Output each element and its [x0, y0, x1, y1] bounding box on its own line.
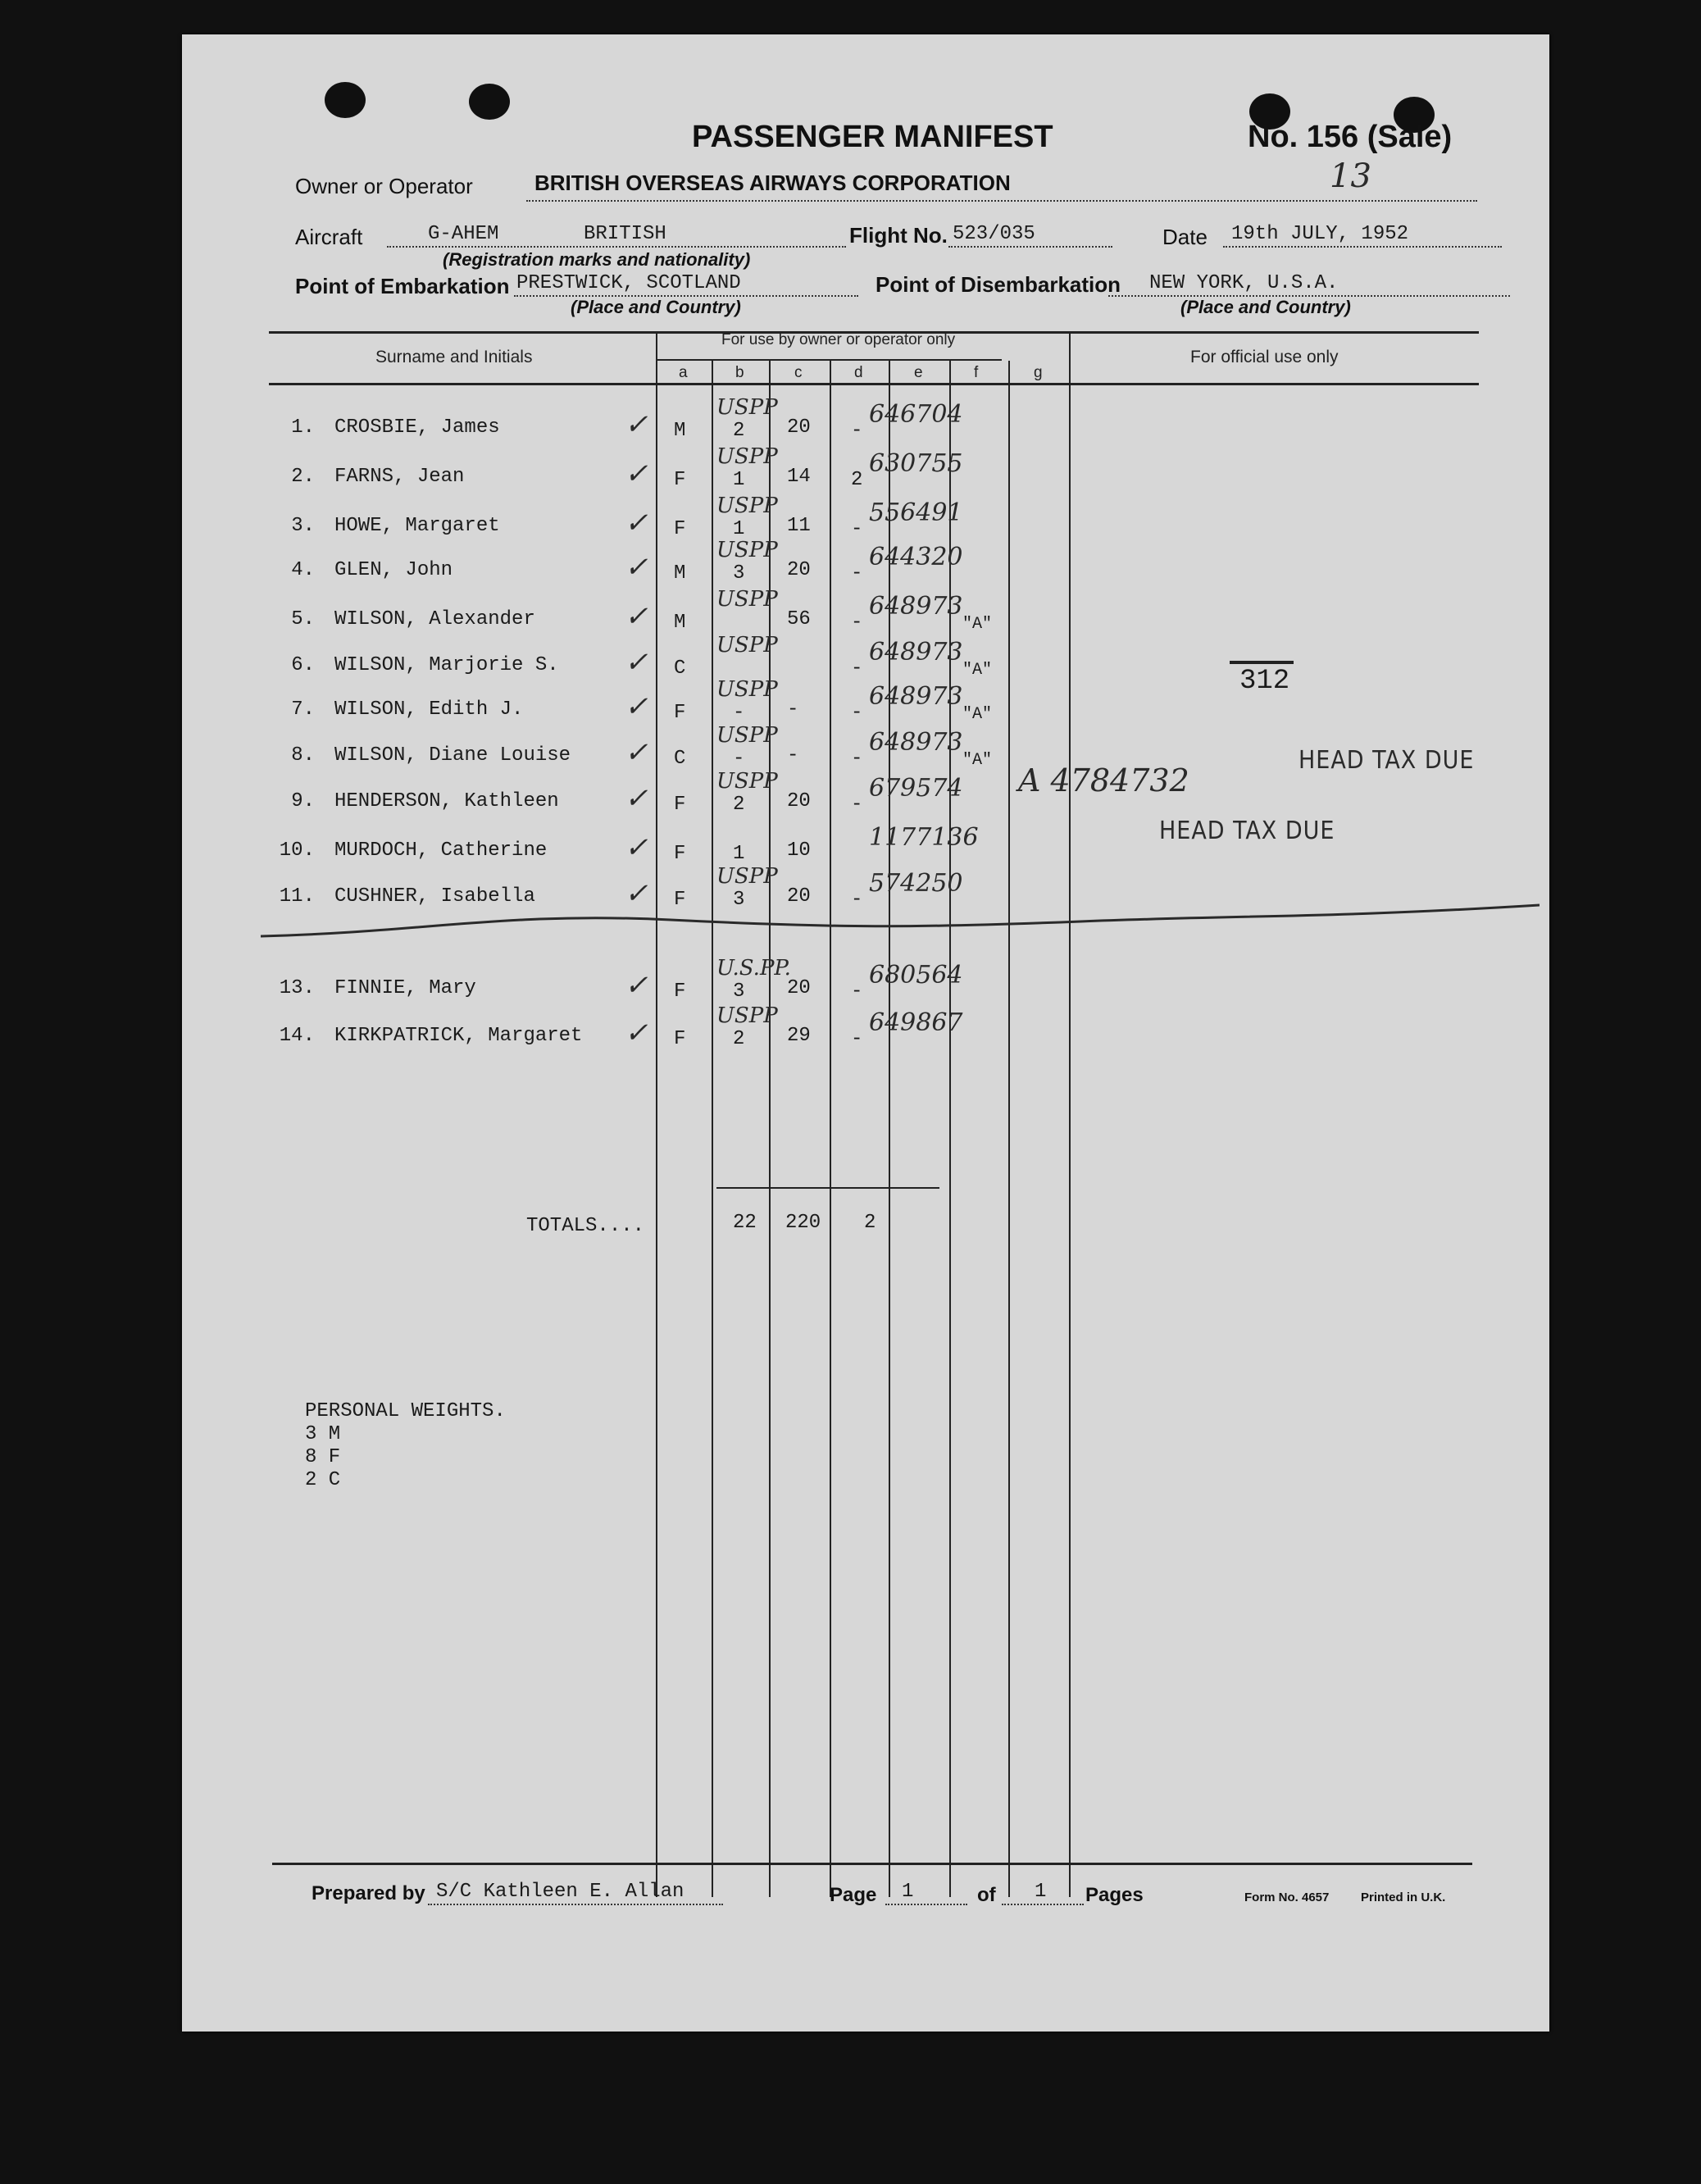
col-owner-header: For use by owner or operator only: [721, 331, 956, 348]
check-mark-icon: ✓: [625, 690, 648, 723]
weights-c: 2 C: [305, 1469, 341, 1491]
cell-b: 1: [733, 843, 745, 865]
check-mark-icon: ✓: [625, 969, 648, 1002]
weights-title: PERSONAL WEIGHTS.: [305, 1400, 506, 1422]
col-letter-g: g: [1034, 364, 1043, 381]
cell-f: "A": [962, 751, 993, 770]
handwritten-number: 648973: [869, 682, 963, 711]
col-letter-e: e: [914, 364, 923, 381]
handwritten-number: 648973: [869, 728, 963, 757]
passenger-name: CROSBIE, James: [334, 416, 500, 439]
cell-c: 29: [787, 1025, 811, 1047]
form-number: Form No. 4657: [1244, 1891, 1330, 1904]
handwritten-number: 630755: [869, 449, 963, 478]
check-mark-icon: ✓: [625, 551, 648, 584]
handwritten-passport: USPP: [716, 1003, 778, 1028]
cell-c: 20: [787, 790, 811, 812]
passenger-name: HOWE, Margaret: [334, 515, 500, 537]
passenger-name: FINNIE, Mary: [334, 977, 476, 999]
of-label: of: [977, 1884, 996, 1906]
passenger-name: CUSHNER, Isabella: [334, 885, 535, 908]
cell-a: F: [674, 469, 686, 491]
cell-d: -: [851, 702, 863, 724]
row-number: 14.: [279, 1025, 315, 1047]
handwritten-passport: USPP: [716, 769, 778, 794]
cell-a: M: [674, 562, 686, 585]
date-label: Date: [1162, 225, 1208, 249]
embarkation-value: PRESTWICK, SCOTLAND: [516, 272, 741, 294]
embarkation-sublabel: (Place and Country): [571, 297, 741, 317]
cell-c: -: [787, 744, 799, 767]
cell-c: 20: [787, 559, 811, 581]
head-tax-stamp-1: HEAD TAX DUE: [1298, 746, 1475, 775]
cell-a: F: [674, 1028, 686, 1050]
date-value: 19th JULY, 1952: [1231, 223, 1409, 245]
page-value: 1: [902, 1881, 914, 1903]
cell-b: -: [733, 702, 745, 724]
cell-c: 11: [787, 515, 811, 537]
handwritten-passport: USPP: [716, 538, 778, 562]
passenger-name: GLEN, John: [334, 559, 453, 581]
flight-label: Flight No.: [849, 223, 948, 248]
footer-rule: [272, 1863, 1472, 1865]
cell-a: M: [674, 420, 686, 442]
cell-c: -: [787, 698, 799, 721]
cell-a: F: [674, 794, 686, 816]
cell-b: -: [733, 748, 745, 770]
manifest-number-handwritten: 13: [1330, 157, 1371, 195]
official-number: 312: [1239, 666, 1290, 697]
passenger-name: KIRKPATRICK, Margaret: [334, 1025, 583, 1047]
cell-a: M: [674, 612, 686, 634]
cell-c: 10: [787, 839, 811, 862]
cell-c: 20: [787, 977, 811, 999]
handwritten-number: 644320: [869, 543, 963, 571]
owner-label: Owner or Operator: [295, 174, 473, 198]
passenger-name: WILSON, Diane Louise: [334, 744, 571, 767]
totals-c: 220: [785, 1212, 821, 1234]
handwritten-number: 648973: [869, 638, 963, 667]
cell-f: "A": [962, 705, 993, 724]
passenger-name: WILSON, Marjorie S.: [334, 654, 559, 676]
check-mark-icon: ✓: [625, 1017, 648, 1049]
totals-b: 22: [733, 1212, 757, 1234]
cell-a: F: [674, 981, 686, 1003]
row-number: 6.: [291, 654, 315, 676]
cell-c: 14: [787, 466, 811, 488]
handwritten-passport: USPP: [716, 494, 778, 518]
aircraft-registration: G-AHEM: [428, 223, 499, 245]
handwritten-passport: USPP: [716, 723, 778, 748]
handwritten-number: 574250: [869, 869, 963, 898]
cell-c: 20: [787, 885, 811, 908]
handwritten-passport: USPP: [716, 444, 778, 469]
prepared-value: S/C Kathleen E. Allan: [436, 1881, 684, 1903]
of-value: 1: [1035, 1881, 1047, 1903]
row-number: 9.: [291, 790, 315, 812]
col-name-header: Surname and Initials: [375, 348, 533, 366]
col-letter-f: f: [974, 364, 979, 381]
table-header-rule: [269, 383, 1479, 385]
row9-handwritten-note: A 4784732: [1018, 762, 1189, 799]
cell-d: -: [851, 981, 863, 1003]
flight-number: 523/035: [953, 223, 1035, 245]
passenger-name: WILSON, Edith J.: [334, 698, 524, 721]
check-mark-icon: ✓: [625, 877, 648, 910]
handwritten-passport: USPP: [716, 677, 778, 702]
cell-a: F: [674, 843, 686, 865]
cell-d: -: [851, 657, 863, 680]
cell-b: 2: [733, 794, 745, 816]
cell-f: "A": [962, 615, 993, 634]
passenger-name: HENDERSON, Kathleen: [334, 790, 559, 812]
row-number: 8.: [291, 744, 315, 767]
row-number: 7.: [291, 698, 315, 721]
cell-c: 56: [787, 608, 811, 630]
weights-m: 3 M: [305, 1423, 341, 1445]
cell-d: -: [851, 562, 863, 585]
passenger-name: MURDOCH, Catherine: [334, 839, 548, 862]
cell-d: -: [851, 889, 863, 911]
cell-d: -: [851, 518, 863, 540]
col-letter-c: c: [794, 364, 803, 381]
check-mark-icon: ✓: [625, 646, 648, 679]
cell-a: F: [674, 702, 686, 724]
weights-f: 8 F: [305, 1446, 341, 1468]
check-mark-icon: ✓: [625, 782, 648, 815]
totals-d: 2: [864, 1212, 876, 1234]
cell-a: C: [674, 748, 686, 770]
cell-d: -: [851, 748, 863, 770]
handwritten-number: 646704: [869, 400, 963, 429]
row-number: 2.: [291, 466, 315, 488]
punch-hole-1: [325, 82, 366, 118]
handwritten-passport: USPP: [716, 633, 778, 657]
cell-a: F: [674, 518, 686, 540]
pages-label: Pages: [1085, 1884, 1144, 1906]
cell-c: 20: [787, 416, 811, 439]
page-title: PASSENGER MANIFEST: [692, 120, 1053, 154]
cell-d: -: [851, 1028, 863, 1050]
check-mark-icon: ✓: [625, 600, 648, 633]
check-mark-icon: ✓: [625, 831, 648, 864]
cell-d: -: [851, 794, 863, 816]
aircraft-sublabel: (Registration marks and nationality): [443, 249, 751, 270]
handwritten-number: 1177136: [869, 823, 979, 852]
aircraft-label: Aircraft: [295, 225, 363, 249]
row-number: 13.: [279, 977, 315, 999]
page-label: Page: [830, 1884, 877, 1906]
cell-d: -: [851, 612, 863, 634]
cell-d: 2: [851, 469, 863, 491]
cell-b: 3: [733, 889, 745, 911]
row-number: 3.: [291, 515, 315, 537]
cell-b: 1: [733, 518, 745, 540]
cell-d: -: [851, 420, 863, 442]
row-number: 5.: [291, 608, 315, 630]
handwritten-number: 556491: [869, 498, 963, 527]
row-number: 10.: [279, 839, 315, 862]
col-letter-a: a: [679, 364, 688, 381]
handwritten-number: 648973: [869, 592, 963, 621]
embarkation-label: Point of Embarkation: [295, 274, 510, 298]
punch-hole-2: [469, 84, 510, 120]
cell-b: 2: [733, 1028, 745, 1050]
handwritten-passport: USPP: [716, 587, 778, 612]
disembarkation-value: NEW YORK, U.S.A.: [1149, 272, 1339, 294]
col-official-header: For official use only: [1190, 348, 1339, 366]
cell-b: 3: [733, 562, 745, 585]
cell-f: "A": [962, 661, 993, 680]
disembarkation-label: Point of Disembarkation: [876, 272, 1121, 297]
handwritten-number: 679574: [869, 774, 963, 803]
handwritten-passport: USPP: [716, 864, 778, 889]
passenger-name: FARNS, Jean: [334, 466, 465, 488]
totals-label: TOTALS....: [526, 1215, 645, 1237]
handwritten-number: 680564: [869, 961, 963, 990]
prepared-label: Prepared by: [312, 1882, 425, 1904]
check-mark-icon: ✓: [625, 736, 648, 769]
manifest-sheet: [182, 34, 1549, 2032]
disembarkation-sublabel: (Place and Country): [1180, 297, 1351, 317]
check-mark-icon: ✓: [625, 457, 648, 490]
head-tax-stamp-2: HEAD TAX DUE: [1159, 817, 1335, 845]
cell-b: 3: [733, 981, 745, 1003]
cell-a: F: [674, 889, 686, 911]
owner-value: BRITISH OVERSEAS AIRWAYS CORPORATION: [534, 171, 1011, 195]
check-mark-icon: ✓: [625, 507, 648, 539]
manifest-number: No. 156 (Sale): [1248, 120, 1453, 154]
cell-a: C: [674, 657, 686, 680]
row-number: 1.: [291, 416, 315, 439]
row-number: 11.: [279, 885, 315, 908]
check-mark-icon: ✓: [625, 408, 648, 441]
handwritten-passport: U.S.PP.: [716, 956, 791, 981]
passenger-name: WILSON, Alexander: [334, 608, 535, 630]
handwritten-number: 649867: [869, 1008, 963, 1037]
aircraft-nationality: BRITISH: [584, 223, 666, 245]
row-number: 4.: [291, 559, 315, 581]
col-letter-d: d: [854, 364, 863, 381]
printed-in: Printed in U.K.: [1361, 1891, 1446, 1904]
handwritten-passport: USPP: [716, 395, 778, 420]
cell-b: 1: [733, 469, 745, 491]
col-letter-b: b: [735, 364, 744, 381]
cell-b: 2: [733, 420, 745, 442]
strike-through-line: [261, 903, 1540, 953]
